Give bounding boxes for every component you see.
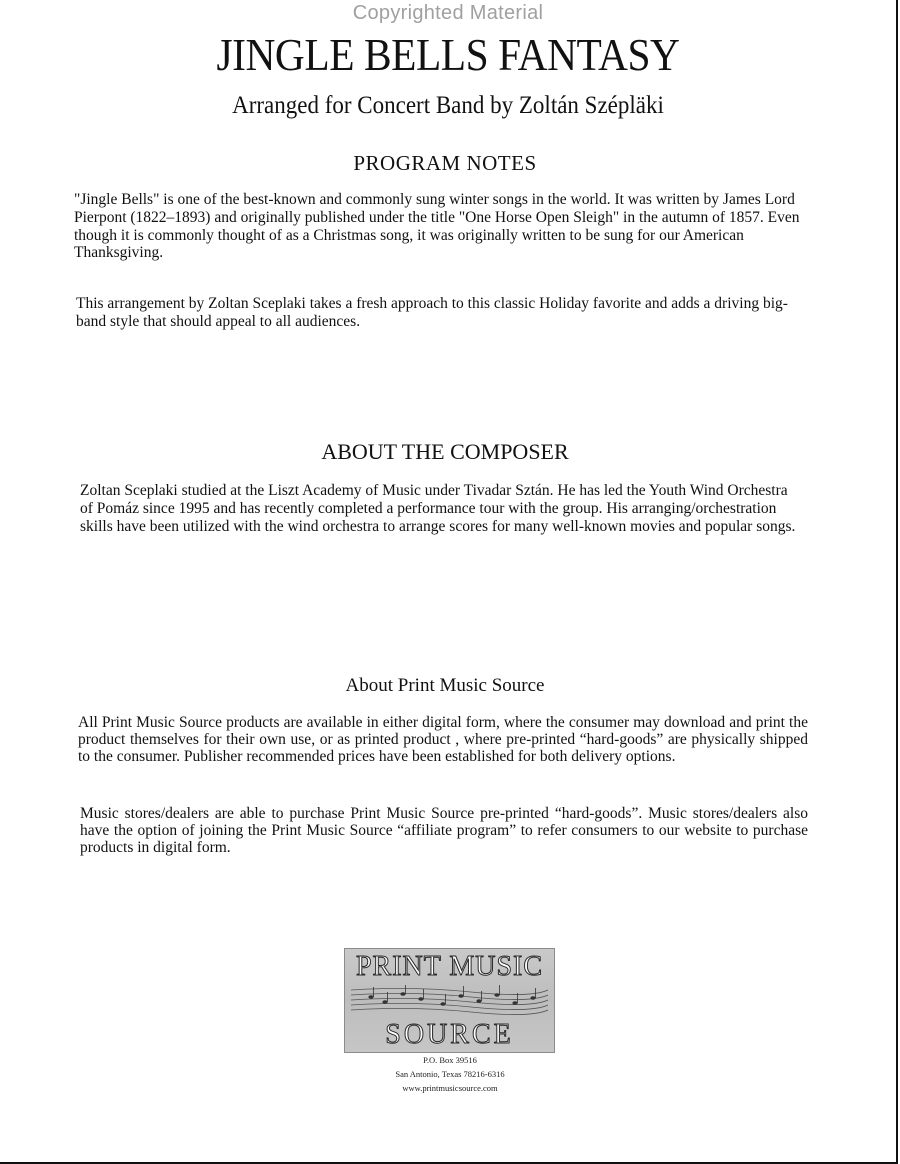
program-notes-paragraph-2: This arrangement by Zoltan Sceplaki takes a fresh approach to this classic Holiday favorite and adds a driving big-band style that should appeal to all audiences.	[76, 295, 788, 330]
program-notes-heading: PROGRAM NOTES	[353, 151, 537, 175]
music-staff-icon	[351, 984, 548, 1018]
logo-top-text: PRINT MUSIC	[355, 951, 544, 982]
copyright-watermark: Copyrighted Material	[352, 2, 544, 24]
address-city: San Antonio, Texas 78216-6316	[395, 1069, 505, 1079]
address-website: www.printmusicsource.com	[402, 1083, 498, 1093]
program-notes-paragraph-1: "Jingle Bells" is one of the best-known and commonly sung winter songs in the world. It was written by James Lord Pierpont (1822–1893) and originally published under the title "One Horse Open Sleigh" in the autumn of 1857. Even though it is commonly thought of as a Christmas song, it was originally written to be sung for our American Thanksgiving.	[74, 191, 800, 262]
print-music-source-logo	[344, 948, 555, 1053]
page-border-right	[896, 0, 898, 1164]
about-pms-heading: About Print Music Source	[345, 675, 545, 696]
page-subtitle: Arranged for Concert Band by Zoltán Szépläki	[232, 92, 664, 119]
about-composer-paragraph: Zoltan Sceplaki studied at the Liszt Academy of Music under Tivadar Sztán. He has led the Youth Wind Orchestra of Pomáz since 1995 and has recently completed a performance tour with the group. His arranging/orchestration skills have been utilized with the wind orchestra to arrange scores for many well-known movies and popular songs.	[80, 482, 796, 535]
about-composer-heading: ABOUT THE COMPOSER	[321, 439, 569, 464]
logo-bottom-text: SOURCE	[385, 1019, 514, 1050]
address-po-box: P.O. Box 39516	[423, 1055, 477, 1065]
about-pms-paragraph-1: All Print Music Source products are available in either digital form, where the consumer may download and print the product themselves for their own use, or as printed product , where pre-printed “hard-goods” are physically shipped to the consumer. Publisher recommended prices have been established for both delivery options.	[78, 714, 808, 766]
about-pms-paragraph-2: Music stores/dealers are able to purchase Print Music Source pre-printed “hard-goods”. Music stores/dealers also have the option of joining the Print Music Source “affiliate program” to refer consumers to our website to purchase products in digital form.	[80, 805, 808, 857]
page-title: JINGLE BELLS FANTASY	[216, 29, 680, 80]
